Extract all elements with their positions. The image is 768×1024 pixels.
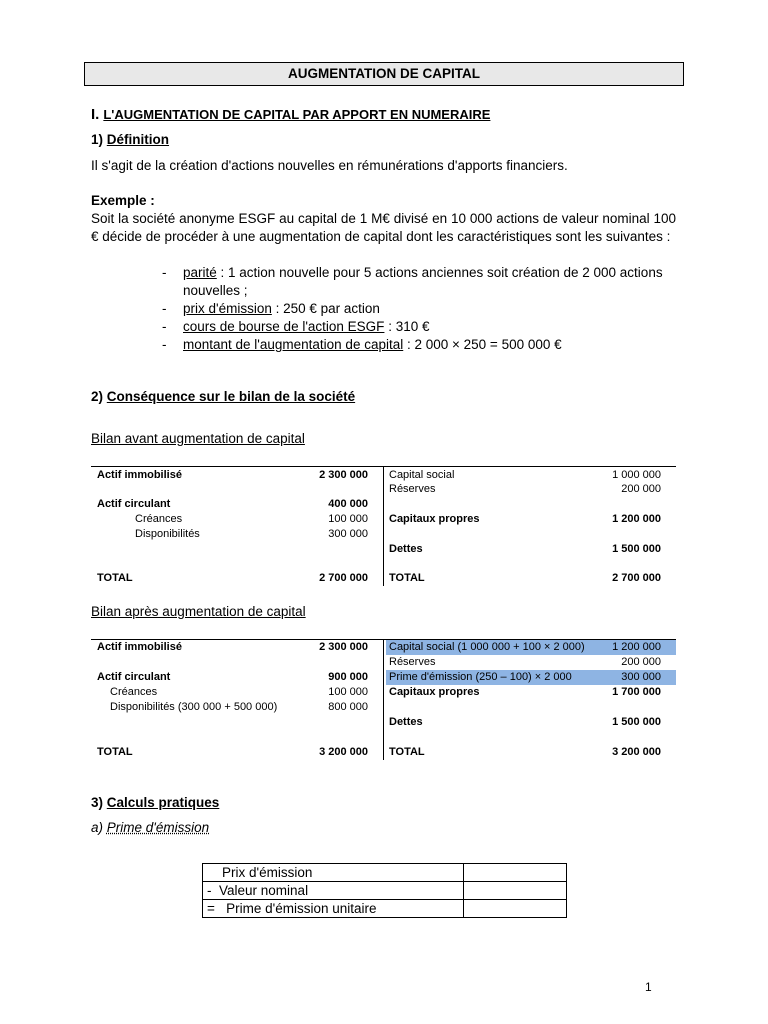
balance-value: 1 200 000	[612, 513, 661, 525]
balance-value: 3 200 000	[612, 746, 661, 758]
subsection-heading-definition	[91, 132, 169, 147]
example-text: Soit la société anonyme ESGF au capital de 1 M€ divisé en 10 000 actions de valeur nominal 100 € décide de procéder à une augmentation de capital dont les caractéristiques sont les suivantes :	[91, 211, 676, 244]
table-cell-value[interactable]	[464, 864, 567, 882]
balance-value: 3 200 000	[319, 746, 368, 758]
balance-value: 200 000	[621, 483, 661, 495]
definition-text: Il s'agit de la création d'actions nouvelles en rémunérations d'apports financiers.	[91, 158, 568, 173]
balance-label: Disponibilités (300 000 + 500 000)	[110, 701, 278, 713]
subsubsection-title: Prime d'émission	[106, 820, 210, 835]
example-label: Exemple :	[91, 193, 155, 208]
balance-label: Réserves	[389, 656, 436, 668]
subsection-number: 2)	[91, 389, 104, 404]
balance-value: 1 700 000	[612, 686, 661, 698]
table-cell-label: - Valeur nominal	[203, 882, 464, 900]
balance-value: 200 000	[621, 656, 661, 668]
example-bullet-list	[162, 264, 677, 354]
balance-label: Prime d'émission (250 – 100) × 2 000	[389, 671, 572, 683]
document-title: AUGMENTATION DE CAPITAL	[84, 62, 684, 86]
section-number: I.	[91, 106, 100, 123]
bilan-apres-caption: Bilan après augmentation de capital	[91, 604, 306, 619]
balance-label: Actif immobilisé	[97, 641, 182, 653]
subsubsection-heading-prime	[91, 820, 209, 835]
bilan-avant-caption: Bilan avant augmentation de capital	[91, 431, 305, 446]
bullet-item: - montant de l'augmentation de capital : 2 000 × 250 = 500 000 €	[162, 337, 562, 352]
section-title: L'AUGMENTATION DE CAPITAL PAR APPORT EN NUMERAIRE	[103, 107, 491, 122]
balance-label: Dettes	[389, 543, 423, 555]
balance-label: Créances	[110, 686, 158, 698]
balance-value: 1 000 000	[612, 469, 661, 481]
subsection-heading-consequence	[91, 389, 355, 404]
balance-value: 2 300 000	[319, 641, 368, 653]
table-row	[203, 882, 567, 900]
subsection-title: Conséquence sur le bilan de la société	[106, 389, 356, 404]
subsection-heading-calculs	[91, 795, 219, 810]
balance-value: 900 000	[328, 671, 368, 683]
balance-value: 1 500 000	[612, 716, 661, 728]
subsection-title: Calculs pratiques	[106, 795, 220, 810]
subsection-number: 3)	[91, 795, 104, 810]
balance-label: Capital social (1 000 000 + 100 × 2 000)	[389, 641, 585, 653]
balance-value: 2 700 000	[612, 572, 661, 584]
balance-label: TOTAL	[97, 572, 133, 584]
table-cell-value[interactable]	[464, 882, 567, 900]
bullet-item: - parité : 1 action nouvelle pour 5 actions anciennes soit création de 2 000 actions nouvelles ;	[162, 265, 663, 298]
balance-value: 300 000	[621, 671, 661, 683]
section-heading-1	[91, 106, 490, 123]
balance-label: TOTAL	[97, 746, 133, 758]
balance-label: Capitaux propres	[389, 513, 480, 525]
balance-label: Dettes	[389, 716, 423, 728]
balance-value: 800 000	[328, 701, 368, 713]
balance-label: Actif circulant	[97, 671, 171, 683]
bullet-item: - prix d'émission : 250 € par action	[162, 301, 380, 316]
balance-value: 400 000	[328, 498, 368, 510]
balance-value: 1 200 000	[612, 641, 661, 653]
balance-label: Capital social	[389, 469, 455, 481]
bilan-avant-table	[91, 466, 676, 586]
balance-label: TOTAL	[389, 746, 425, 758]
balance-label: Réserves	[389, 483, 436, 495]
balance-value: 100 000	[328, 513, 368, 525]
table-row	[203, 864, 567, 882]
table-cell-label: Prix d'émission	[203, 864, 464, 882]
balance-label: Capitaux propres	[389, 686, 480, 698]
table-cell-value[interactable]	[464, 900, 567, 918]
prime-emission-table	[202, 863, 567, 918]
bilan-apres-table	[91, 639, 676, 760]
balance-value: 2 300 000	[319, 469, 368, 481]
subsection-title: Définition	[106, 132, 170, 147]
balance-label: Actif immobilisé	[97, 469, 182, 481]
table-row	[203, 900, 567, 918]
table-cell-label: = Prime d'émission unitaire	[203, 900, 464, 918]
balance-label: TOTAL	[389, 572, 425, 584]
balance-label: Créances	[135, 513, 183, 525]
balance-value: 2 700 000	[319, 572, 368, 584]
balance-label: Disponibilités	[135, 528, 200, 540]
subsection-number: 1)	[91, 132, 104, 147]
balance-value: 300 000	[328, 528, 368, 540]
subsubsection-number: a)	[91, 820, 104, 835]
bullet-item: - cours de bourse de l'action ESGF : 310 €	[162, 319, 430, 334]
balance-label: Actif circulant	[97, 498, 171, 510]
page-number: 1	[645, 980, 652, 994]
balance-value: 1 500 000	[612, 543, 661, 555]
balance-value: 100 000	[328, 686, 368, 698]
